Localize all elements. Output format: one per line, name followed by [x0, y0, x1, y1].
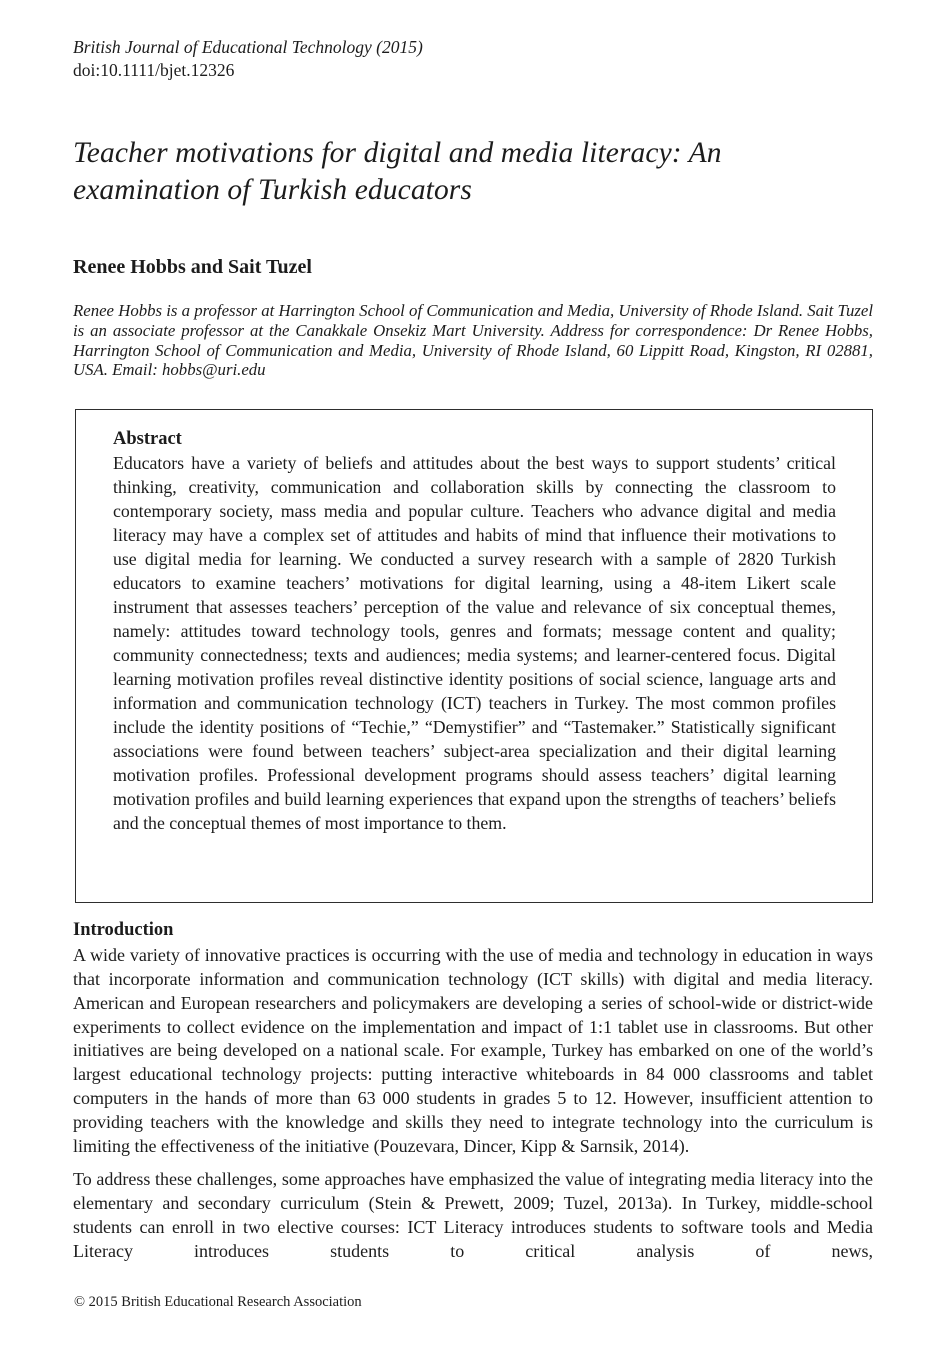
- abstract-box: [75, 409, 873, 903]
- intro-paragraph-2: To address these challenges, some approaches have emphasized the value of integrating media literacy into the elementary and secondary curriculum (Stein & Prewett, 2009; Tuzel, 2013a). In Turkey, middle-school students can enroll in two elective courses: ICT Literacy introduces students to software tools and Media Literacy introduces students to critical analysis of news,: [73, 1169, 873, 1261]
- authors: Renee Hobbs and Sait Tuzel: [73, 256, 312, 278]
- doi: doi:10.1111/bjet.12326: [73, 60, 235, 80]
- abstract-text: Educators have a variety of beliefs and attitudes about the best ways to support students’ critical thinking, creativity, communication and collaboration skills by connecting the classroom to contemporary society, mass media and popular culture. Teachers who advance digital and media literacy may have a complex set of attitudes and habits of mind that influence their motivations to use digital media for learning. We conducted a survey research with a sample of 2820 Turkish educators to examine teachers’ motivations for digital learning, using a 48-item Likert scale instrument that assesses teachers’ perception of the value and relevance of six conceptual themes, namely: attitudes toward technology tools, genres and formats; message content and quality; community connectedness; texts and audiences; media systems; and learner-centered focus. Digital learning motivation profiles reveal distinctive identity positions of social science, language arts and information and communication technology (ICT) teachers in Turkey. The most common profiles include the identity positions of “Techie,” “Demystifier” and “Tastemaker.” Statistically significant associations were found between teachers’ subject-area specialization and their digital learning motivation profiles. Professional development programs should assess teachers’ digital learning motivation profiles and build learning experiences that expand upon the strengths of teachers’ beliefs and the conceptual themes of most importance to them.: [113, 453, 836, 834]
- introduction-heading: Introduction: [73, 920, 174, 941]
- article-title: Teacher motivations for digital and media literacy: An examination of Turkish educators: [73, 137, 722, 206]
- intro-paragraph-1: A wide variety of innovative practices is occurring with the use of media and technology in education in ways that incorporate information and communication technology (ICT skills) with digital and media literacy. American and European researchers and policymakers are developing a series of school-wide or district-wide experiments to collect evidence on the implementation and impact of 1:1 tablet use in classrooms. But other initiatives are being developed on a national scale. For example, Turkey has embarked on one of the world’s largest educational technology projects: putting interactive whiteboards in 84 000 classrooms and tablet computers in the hands of more than 63 000 students in grades 5 to 12. However, insufficient attention to providing teachers with the knowledge and skills they need to integrate technology into the curriculum is limiting the effectiveness of the initiative (Pouzevara, Dincer, Kipp & Sarnsik, 2014).: [73, 945, 873, 1156]
- copyright-footer: © 2015 British Educational Research Association: [74, 1294, 362, 1310]
- abstract-heading: Abstract: [113, 429, 182, 450]
- journal-name: British Journal of Educational Technology (2015): [73, 37, 423, 57]
- affiliation-note: Renee Hobbs is a professor at Harrington School of Communication and Media, University of Rhode Island. Sait Tuzel is an associate professor at the Canakkale Onsekiz Mart University. Address for correspondence: Dr Renee Hobbs, Harrington School of Communication and Media, University of Rhode Island, 60 Lippitt Road, Kingston, RI 02881, USA. Email: hobbs@uri.edu: [73, 301, 873, 380]
